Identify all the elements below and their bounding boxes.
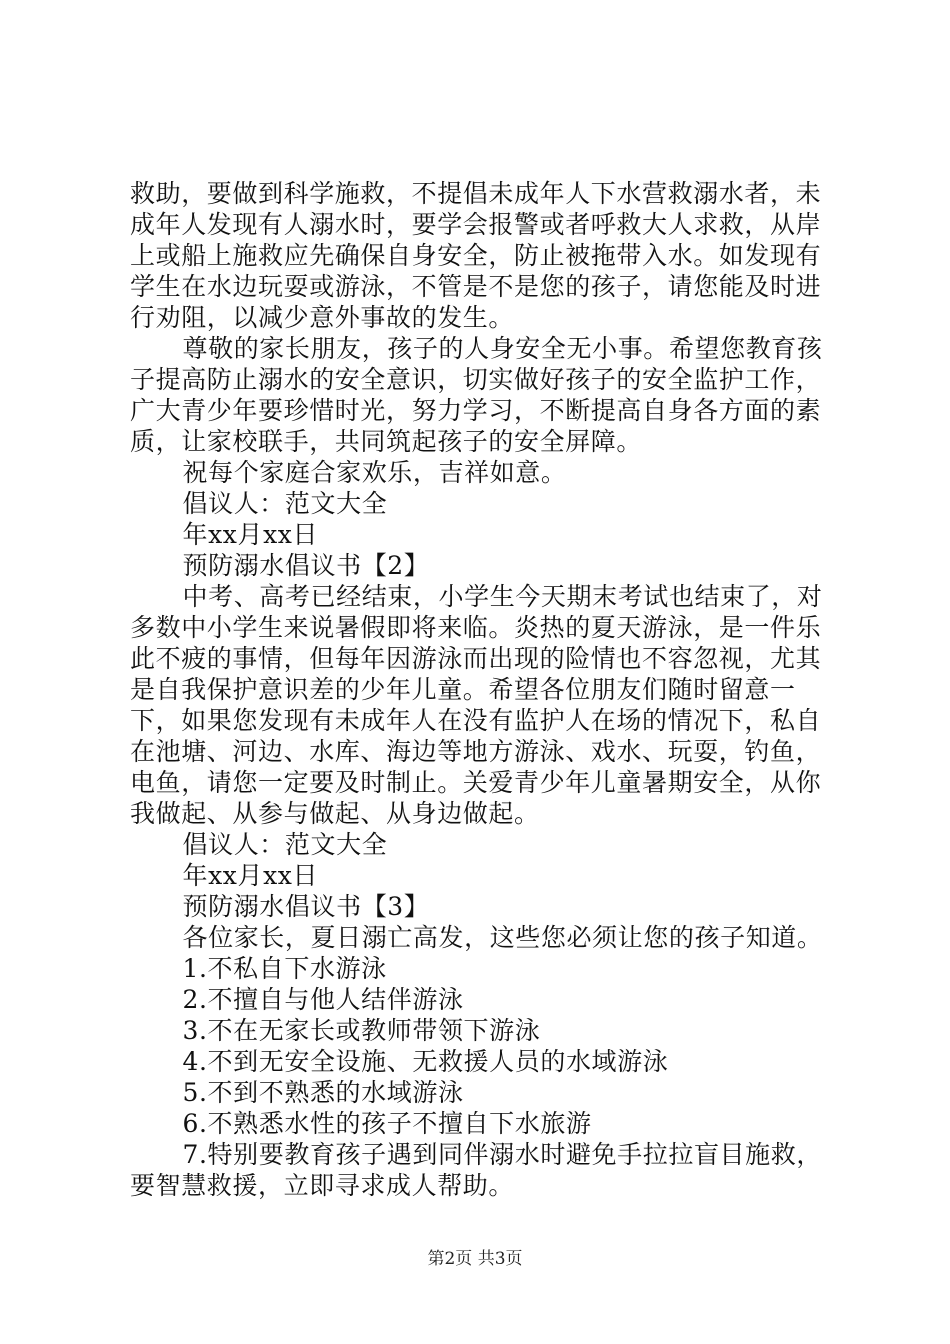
list-item: 4.不到无安全设施、无救援人员的水域游泳	[182, 1047, 669, 1076]
signature-date: 年xx月xx日	[182, 520, 319, 549]
list-item: 3.不在无家长或教师带领下游泳	[182, 1016, 541, 1045]
section-heading-2: 预防溺水倡议书【2】	[182, 551, 430, 580]
list-item: 7.特别要教育孩子遇到同伴溺水时避免手拉拉盲目施救，要智慧救援，立即寻求成人帮助。	[130, 1140, 822, 1200]
page-number-label: 第2页 共3页	[427, 1249, 523, 1269]
paragraph-parents-appeal: 尊敬的家长朋友，孩子的人身安全无小事。希望您教育孩子提高防止溺水的安全意识，切实做好孩子的安全监护工作，广大青少年要珍惜时光，努力学习，不断提高自身各方面的素质，让家校联手，共同筑起孩子的安全屏障。	[130, 334, 823, 456]
paragraph-blessing: 祝每个家庭合家欢乐，吉祥如意。	[182, 458, 567, 487]
list-item: 5.不到不熟悉的水域游泳	[182, 1078, 464, 1107]
paragraph-summer-vacation: 中考、高考已经结束，小学生今天期末考试也结束了，对多数中小学生来说暑假即将来临。炎热的夏天游泳，是一件乐此不疲的事情，但每年因游泳而出现的险情也不容忽视，尤其是自我保护意识差的少年儿童。希望各位朋友们随时留意一下，如果您发现有未成年人在没有监护人在场的情况下，私自在池塘、河边、水库、海边等地方游泳、戏水、玩耍，钓鱼，电鱼，请您一定要及时制止。关爱青少年儿童暑期安全，从你我做起、从参与做起、从身边做起。	[130, 582, 823, 828]
page-footer	[0, 1244, 950, 1269]
list-item: 2.不擅自与他人结伴游泳	[182, 985, 464, 1014]
list-item: 6.不熟悉水性的孩子不擅自下水旅游	[182, 1109, 592, 1138]
signature-proposer: 倡议人：范文大全	[182, 489, 388, 518]
section-heading-3: 预防溺水倡议书【3】	[182, 892, 430, 921]
document-body	[130, 178, 844, 1201]
paragraph-parents-notice: 各位家长，夏日溺亡高发，这些您必须让您的孩子知道。	[182, 923, 823, 952]
list-item: 1.不私自下水游泳	[182, 954, 387, 983]
signature-proposer: 倡议人：范文大全	[182, 830, 388, 859]
signature-date: 年xx月xx日	[182, 861, 319, 890]
paragraph-continued-rescue: 救助，要做到科学施救，不提倡未成年人下水营救溺水者，未成年人发现有人溺水时，要学会报警或者呼救大人求救，从岸上或船上施救应先确保自身安全，防止被拖带入水。如发现有学生在水边玩耍或游泳，不管是不是您的孩子，请您能及时进行劝阻，以减少意外事故的发生。	[130, 179, 822, 332]
